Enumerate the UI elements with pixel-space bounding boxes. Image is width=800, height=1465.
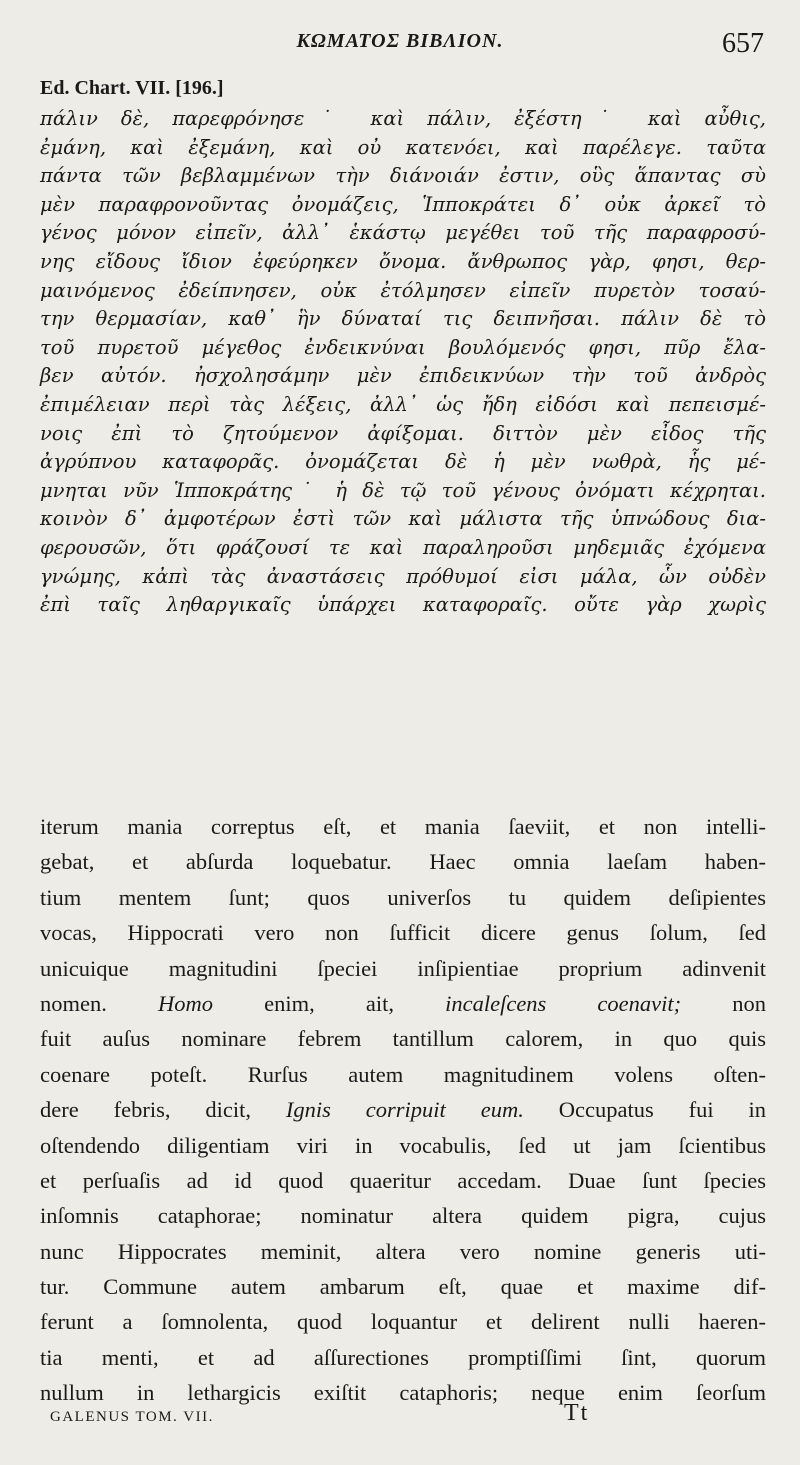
latin-line: coenare poteſt. Rurſus autem magnitudinem volens oſten- [40, 1061, 766, 1087]
greek-line: ἐπὶ ταῖς ληθαργικαῖς ὑπάρχει καταφοραῖς. οὔτε γὰρ χωρὶς [40, 593, 766, 617]
latin-line [40, 986, 766, 1021]
latin-fragment: dere febris, dicit, [40, 1097, 251, 1123]
latin-line: inſomnis cataphorae; nominatur altera quidem pigra, cujus [40, 1203, 766, 1229]
latin-line: unicuique magnitudini ſpeciei inſipientiae proprium adinvenit [40, 955, 766, 981]
greek-line: ἐπιμέλειαν περὶ τὰς λέξεις, ἀλλ᾽ ὡς ἤδη εἰδόσι καὶ πεπεισμέ- [40, 392, 766, 416]
latin-quote: Ignis corripuit eum. [285, 1097, 524, 1123]
footer-gathering-mark: Tt [564, 1400, 590, 1426]
latin-quote: Homo [158, 990, 213, 1016]
greek-line: μαινόμενος ἐδείπνησεν, οὐκ ἐτόλμησεν εἰπεῖν πυρετὸν τοσαύ- [40, 278, 766, 302]
latin-line: iterum mania correptus eſt, et mania ſaeviit, et non intelli- [40, 814, 766, 839]
latin-fragment: nomen. [40, 990, 107, 1016]
greek-line: ἀγρύπνου καταφορᾶς. ὀνομάζεται δὲ ἡ μὲν νωθρὰ, ἧς μέ- [40, 450, 766, 474]
greek-line: γένος μόνον εἰπεῖν, ἀλλ᾽ ἑκάστῳ μεγέθει τοῦ τῆς παραφροσύ- [40, 221, 766, 245]
greek-line: μὲν παραφρονοῦντας ὀνομάζεις, Ἱπποκράτει δ᾽ οὐκ ἀρκεῖ τὸ [40, 192, 766, 216]
greek-line: μνηται νῦν Ἱπποκράτης˙ ἡ δὲ τῷ τοῦ γένους ὀνόματι κέχρηται. [40, 478, 766, 502]
latin-fragment: non [732, 990, 767, 1016]
latin-text-block [40, 809, 766, 1411]
greek-line: πάντα τῶν βεβλαμμένων τὴν διάνοιάν ἐστιν, οὓς ἅπαντας σὺ [40, 164, 766, 188]
latin-line: tia menti, et ad aſſurectiones promptiſſimi ſint, quorum [40, 1344, 766, 1370]
latin-line: vocas, Hippocrati vero non ſufficit dicere genus ſolum, ſed [40, 920, 766, 946]
footer-volume-signature: GALENUS TOM. VII. [50, 1409, 214, 1425]
greek-line: βεν αὐτόν. ἠσχολησάμην μὲν ἐπιδεικνύων τὴν τοῦ ἀνδρὸς [40, 364, 766, 388]
greek-line: τοῦ πυρετοῦ μέγεθος ἐνδεικνύναι βουλόμενός φησι, πῦρ ἔλα- [40, 335, 766, 359]
latin-line: gebat, et abſurda loquebatur. Haec omnia laeſam haben- [40, 849, 766, 875]
latin-line: nullum in lethargicis exiſtit cataphoris; neque enim ſeorſum [40, 1380, 766, 1406]
latin-line: tur. Commune autem ambarum eſt, quae et maxime dif- [40, 1274, 766, 1300]
latin-line: fuit auſus nominare febrem tantillum calorem, in quo quis [40, 1026, 766, 1052]
greek-line: πάλιν δὲ, παρεφρόνησε˙ καὶ πάλιν, ἐξέστη˙ καὶ αὖθις, [40, 107, 766, 130]
greek-line: γνώμης, κἀπὶ τὰς ἀναστάσεις πρόθυμοί εἰσι μάλα, ὧν οὐδὲν [40, 564, 766, 588]
greek-line: νοις ἐπὶ τὸ ζητούμενον ἀφίξομαι. διττὸν μὲν εἶδος τῆς [40, 421, 766, 445]
latin-quote: incaleſcens coenavit; [445, 990, 682, 1016]
greek-line: την θερμασίαν, καθ᾽ ἣν δύναταί τις δειπνῆσαι. πάλιν δὲ τὸ [40, 307, 766, 331]
latin-fragment: enim, ait, [264, 990, 394, 1016]
latin-line: ferunt a ſomnolenta, quod loquantur et delirent nulli haeren- [40, 1309, 766, 1335]
greek-line: φερουσῶν, ὅτι φράζουσί τε καὶ παραληροῦσι μηδεμιᾶς ἐχόμενα [40, 535, 766, 559]
greek-line: κοινὸν δ᾽ ἀμφοτέρων ἐστὶ τῶν καὶ μάλιστα τῆς ὑπνώδους δια- [40, 507, 766, 531]
latin-line: nunc Hippocrates meminit, altera vero nomine generis uti- [40, 1238, 766, 1264]
greek-text-block [40, 105, 766, 620]
page-number: 657 [722, 28, 764, 59]
latin-line: tium mentem ſunt; quos univerſos tu quidem deſipientes [40, 884, 766, 910]
latin-line: oſtendendo diligentiam viri in vocabulis, ſed ut jam ſcientibus [40, 1132, 766, 1158]
greek-line: ἐμάνη, καὶ ἐξεμάνη, καὶ οὐ κατενόει, καὶ παρέλεγε. ταῦτα [40, 135, 766, 159]
latin-fragment: Occupatus fui in [558, 1097, 766, 1123]
edition-reference: Ed. Chart. VII. [196.] [40, 77, 224, 99]
running-head: ΚΩΜΑΤΟΣ ΒΙΒΛΙΟΝ. [296, 30, 504, 52]
latin-line: et perſuaſis ad id quod quaeritur accedam. Duae ſunt ſpecies [40, 1167, 766, 1193]
greek-line: νης εἴδους ἴδιον ἐφεύρηκεν ὄνομα. ἄνθρωπος γὰρ, φησι, θερ- [40, 249, 766, 273]
latin-line [40, 1092, 766, 1127]
